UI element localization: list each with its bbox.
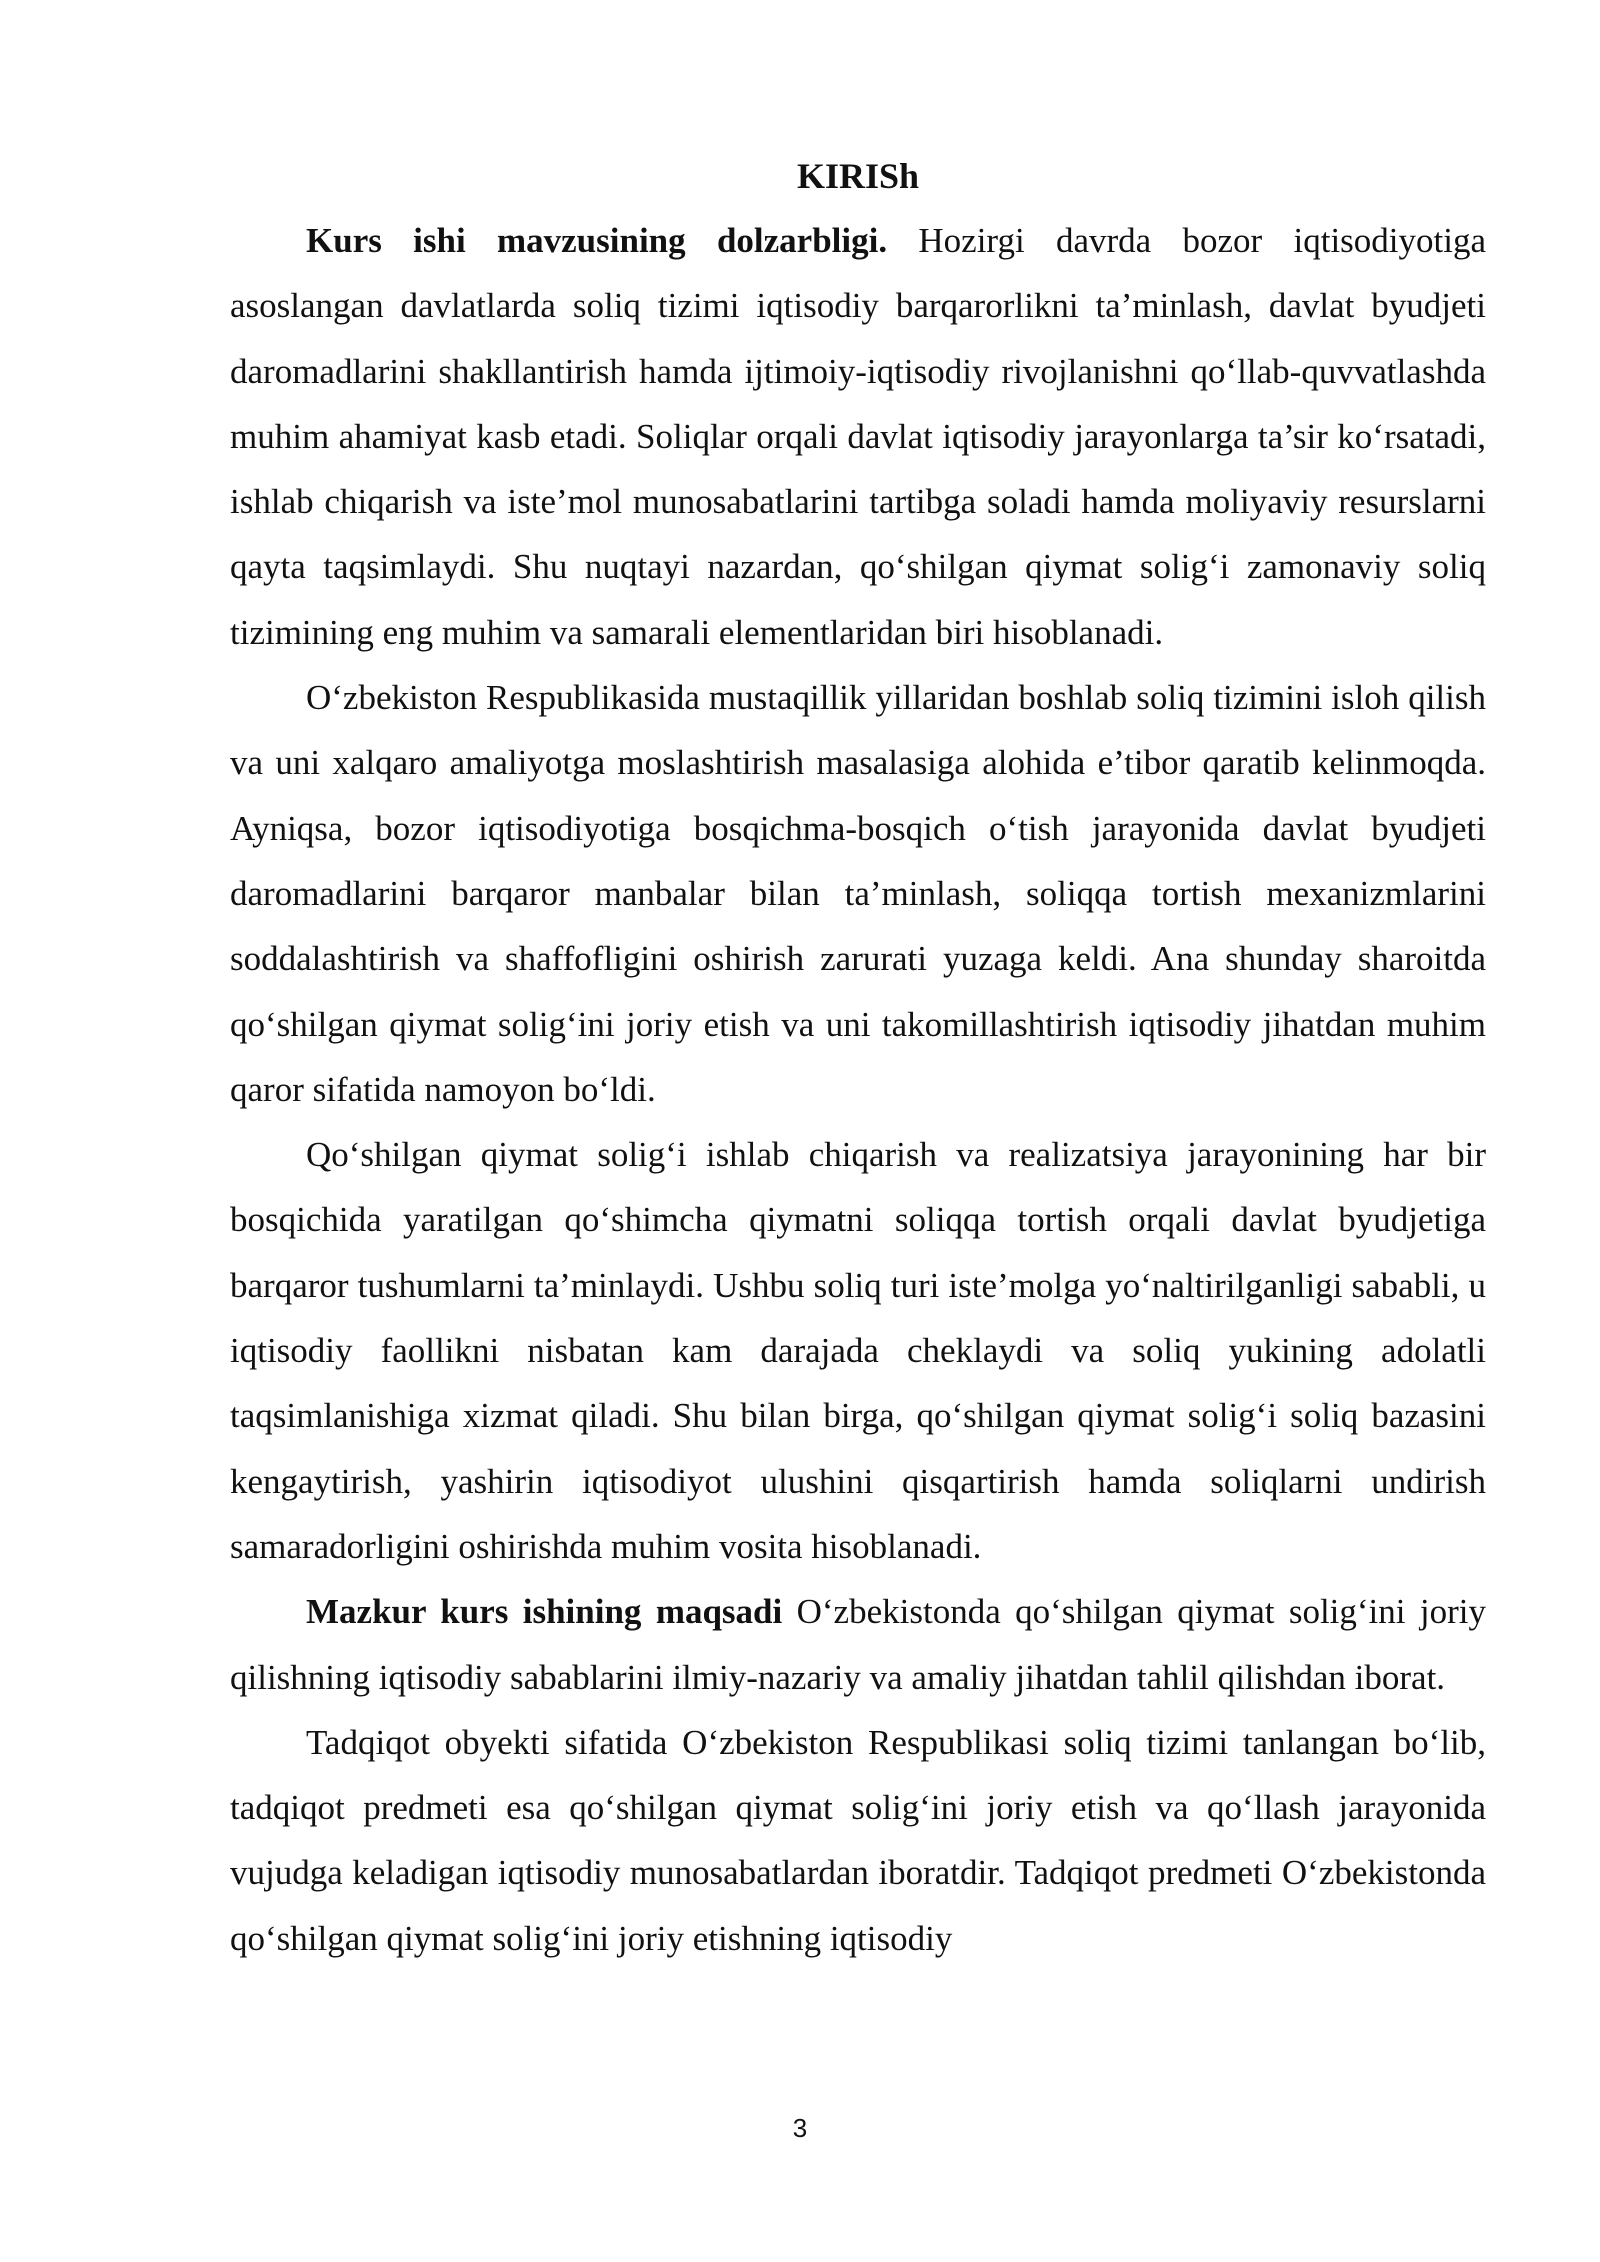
paragraph-text: Hozirgi davrda bozor iqtisodiyotiga asoslangan davlatlarda soliq tizimi iqtisodiy barqarorlikni ta’minlash, davlat byudjeti daromadlarini shakllantirish hamda ijtimoiy-iqtisodiy rivojlanishni qo‘llab-quvvatlashda muhim ahamiyat kasb etadi. Soliqlar orqali davlat iqtisodiy jarayonlarga ta’sir ko‘rsatadi, ishlab chiqarish va iste’mol munosabatlarini tartibga soladi hamda moliyaviy resurslarni qayta taqsimlaydi. Shu nuqtayi nazardan, qo‘shilgan qiymat solig‘i zamonaviy soliq tizimining eng muhim va samarali elementlaridan biri hisoblanadi. <box>230 221 1486 652</box>
paragraph-text: O‘zbekistonda qo‘shilgan qiymat solig‘ini joriy qilishning iqtisodiy sabablarini ilmiy-nazariy va amaliy jihatdan tahlil qilishdan iborat. <box>230 1592 1486 1697</box>
page-number: 3 <box>792 2113 808 2143</box>
paragraph-relevance <box>230 208 1486 665</box>
paragraph-lead: Kurs ishi mavzusining dolzarbligi. <box>306 221 888 260</box>
paragraph-reforms <box>230 665 1486 1122</box>
paragraph-vat-role <box>230 1122 1486 1579</box>
section-title: KIRISh <box>796 156 920 196</box>
document-page <box>230 150 1486 1971</box>
paragraph-lead: Mazkur kurs ishining maqsadi <box>306 1592 783 1632</box>
paragraph-object <box>230 1710 1486 1971</box>
paragraph-text: Qo‘shilgan qiymat solig‘i ishlab chiqarish va realizatsiya jarayonining har bir bosqichida yaratilgan qo‘shimcha qiymatni soliqqa tortish orqali davlat byudjetiga barqaror tushumlarni ta’minlaydi. Ushbu soliq turi iste’molga yo‘naltirilganligi sababli, u iqtisodiy faollikni nisbatan kam darajada cheklaydi va soliq yukining adolatli taqsimlanishiga xizmat qiladi. Shu bilan birga, qo‘shilgan qiymat solig‘i soliq bazasini kengaytirish, yashirin iqtisodiyot ulushini qisqartirish hamda soliqlarni undirish samaradorligini oshirishda muhim vosita hisoblanadi. <box>230 1135 1486 1566</box>
paragraph-text: Tadqiqot obyekti sifatida O‘zbekiston Respublikasi soliq tizimi tanlangan bo‘lib, tadqiqot predmeti esa qo‘shilgan qiymat solig‘ini joriy etish va qo‘llash jarayonida vujudga keladigan iqtisodiy munosabatlardan iboratdir. Tadqiqot predmeti O‘zbekistonda qo‘shilgan qiymat solig‘ini joriy etishning iqtisodiy <box>230 1722 1486 1958</box>
paragraph-goal <box>230 1579 1486 1710</box>
paragraph-text: O‘zbekiston Respublikasida mustaqillik yillaridan boshlab soliq tizimini isloh qilish va uni xalqaro amaliyotga moslashtirish masalasiga alohida e’tibor qaratib kelinmoqda. Ayniqsa, bozor iqtisodiyotiga bosqichma-bosqich o‘tish jarayonida davlat byudjeti daromadlarini barqaror manbalar bilan ta’minlash, soliqqa tortish mexanizmlarini soddalashtirish va shaffofligini oshirish zarurati yuzaga keldi. Ana shunday sharoitda qo‘shilgan qiymat solig‘ini joriy etish va uni takomillashtirish iqtisodiy jihatdan muhim qaror sifatida namoyon bo‘ldi. <box>230 678 1486 1109</box>
